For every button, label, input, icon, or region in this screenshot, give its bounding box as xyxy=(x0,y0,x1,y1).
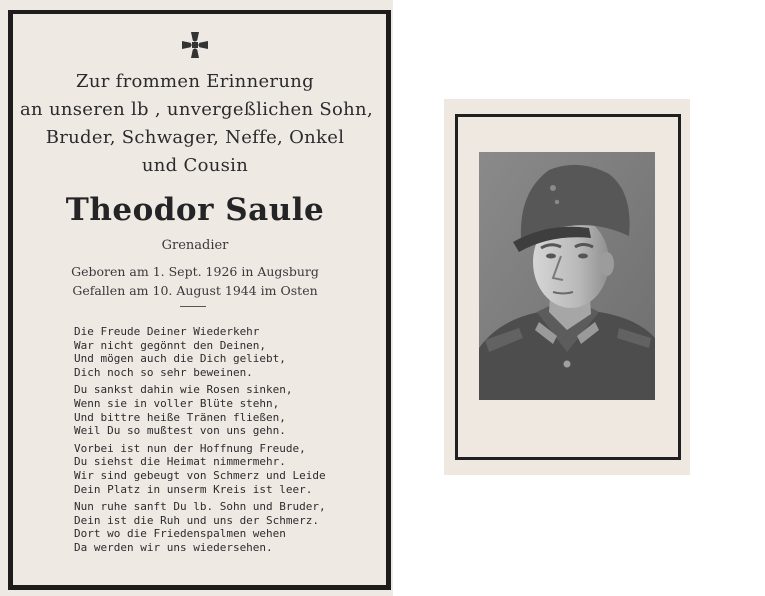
life-dates xyxy=(20,262,370,300)
dedication-heading xyxy=(20,68,373,180)
poem-line: Vorbei ist nun der Hoffnung Freude, xyxy=(74,441,306,455)
poem-line: Du siehst die Heimat nimmermehr. xyxy=(74,455,286,469)
poem-line: Dort wo die Friedenspalmen wehen xyxy=(74,527,286,541)
memorial-poem xyxy=(74,325,374,559)
poem-stanza xyxy=(74,383,374,437)
iron-cross-icon xyxy=(182,32,208,58)
portrait-photo xyxy=(479,152,655,400)
deceased-name: Theodor Saule xyxy=(65,192,325,228)
heading-line: Bruder, Schwager, Neffe, Onkel xyxy=(45,127,345,148)
heading-line: und Cousin xyxy=(141,155,249,176)
heading-line: Zur frommen Erinnerung xyxy=(76,71,314,92)
military-rank: Grenadier xyxy=(161,238,229,253)
poem-stanza xyxy=(74,500,374,554)
poem-stanza xyxy=(74,442,374,496)
poem-stanza xyxy=(74,325,374,379)
poem-line: Weil Du so mußtest von uns gehn. xyxy=(74,424,286,438)
photo-card xyxy=(444,99,690,475)
poem-line: Nun ruhe sanft Du lb. Sohn und Bruder, xyxy=(74,500,326,514)
death-line: Gefallen am 10. August 1944 im Osten xyxy=(72,283,318,298)
birth-line: Geboren am 1. Sept. 1926 in Augsburg xyxy=(71,264,319,279)
poem-line: Dein Platz in unserm Kreis ist leer. xyxy=(74,482,313,496)
poem-line: Da werden wir uns wiedersehen. xyxy=(74,540,273,554)
divider-line xyxy=(180,306,206,307)
poem-line: Und bittre heiße Tränen fließen, xyxy=(74,410,286,424)
poem-line: Du sankst dahin wie Rosen sinken, xyxy=(74,383,293,397)
poem-line: Wenn sie in voller Blüte stehn, xyxy=(74,396,280,410)
poem-line: Und mögen auch die Dich geliebt, xyxy=(74,352,286,366)
poem-line: Dein ist die Ruh und uns der Schmerz. xyxy=(74,513,320,527)
poem-line: Die Freude Deiner Wiederkehr xyxy=(74,325,260,338)
poem-line: Dich noch so sehr beweinen. xyxy=(74,365,253,379)
poem-line: War nicht gegönnt den Deinen, xyxy=(74,338,267,352)
poem-line: Wir sind gebeugt von Schmerz und Leide xyxy=(74,468,326,482)
heading-line: an unseren lb , unvergeßlichen Sohn, xyxy=(20,99,373,120)
